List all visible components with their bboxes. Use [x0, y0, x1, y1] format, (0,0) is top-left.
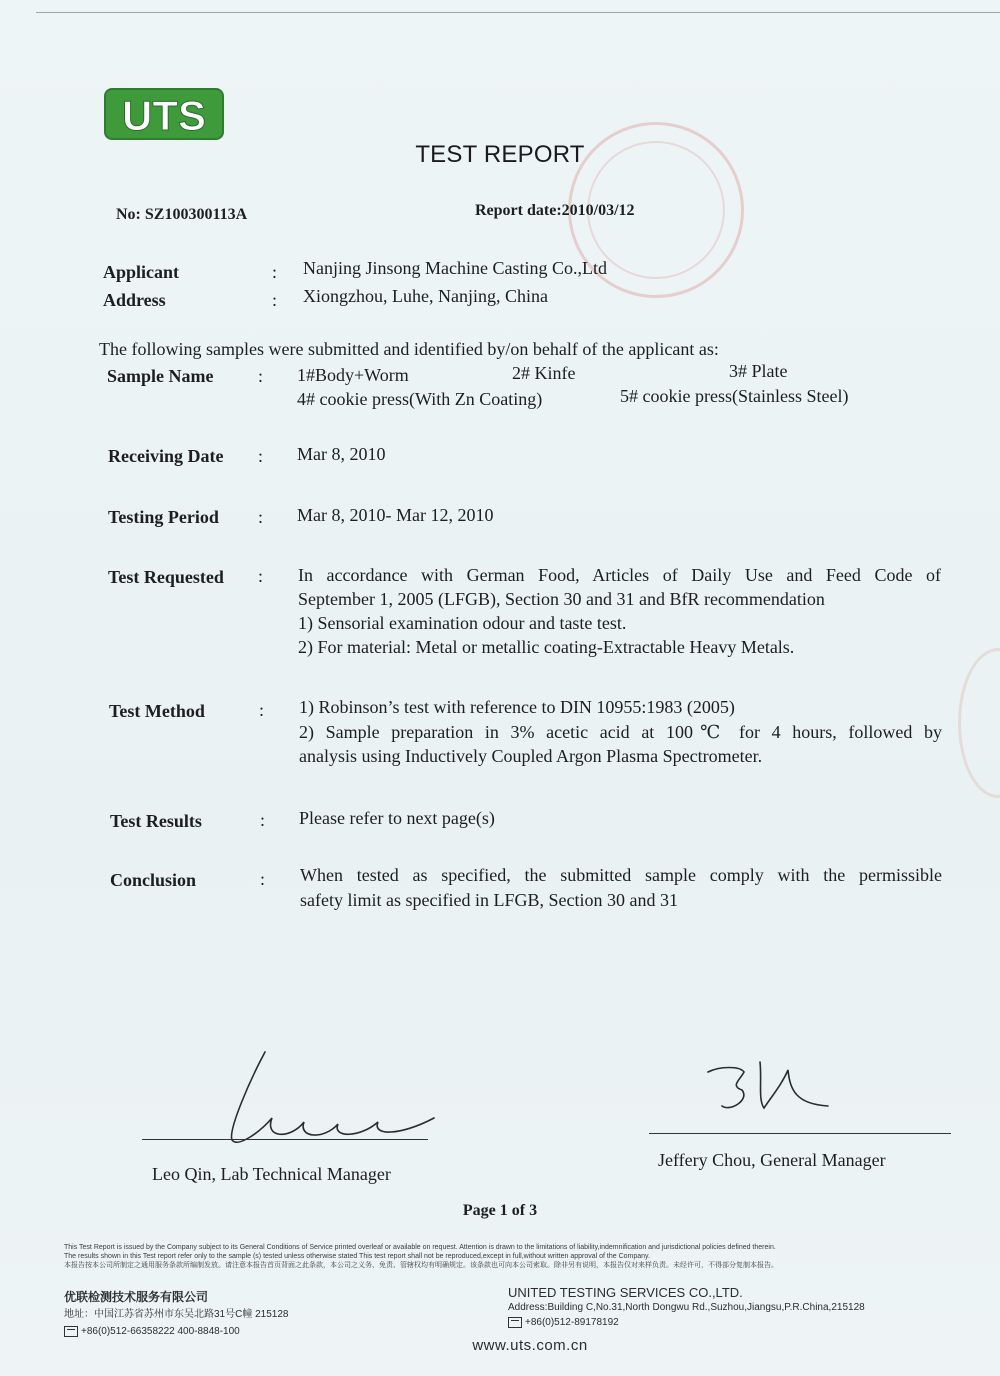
disclaimer — [64, 1243, 984, 1270]
testing-period-value: Mar 8, 2010- Mar 12, 2010 — [297, 505, 494, 525]
uts-logo — [104, 88, 224, 140]
test-requested-colon: : — [258, 566, 264, 586]
sample-item: 1#Body+Worm — [297, 365, 409, 385]
test-method-line: 1) Robinson’s test with reference to DIN 10955:1983 (2005) — [299, 697, 735, 717]
test-requested-line: September 1, 2005 (LFGB), Section 30 and 31 and BfR recommendation — [298, 589, 825, 609]
phone-text: +86(0)512-89178192 — [525, 1317, 619, 1328]
test-requested-label: Test Requested — [108, 567, 224, 587]
disclaimer-line: This Test Report is issued by the Company subject to its General Conditions of Service printed overleaf or available on request. Attention is drawn to the limitations of liability,indemnification and jurisdictional policies defined therein. — [64, 1244, 776, 1251]
page-title: TEST REPORT — [415, 141, 585, 168]
test-requested-line: In accordance with German Food, Articles of Daily Use and Feed Code of — [298, 565, 941, 585]
test-requested-line: 1) Sensorial examination odour and taste test. — [298, 613, 627, 633]
test-method-line: 2) Sample preparation in 3% acetic acid at 100℃ for 4 hours, followed by — [299, 722, 942, 742]
company-phone-en — [508, 1315, 865, 1330]
disclaimer-line: The results shown in this Test report refer only to the sample (s) tested unless otherwise stated This test report shall not be reproduced,except in full,without written approval of the Company. — [64, 1253, 650, 1260]
samples-intro: The following samples were submitted and identified by/on behalf of the applicant as: — [99, 339, 719, 359]
testing-period-colon: : — [258, 507, 264, 527]
address-colon: : — [272, 290, 278, 310]
receiving-date-label: Receiving Date — [108, 446, 224, 466]
sample-item: 2# Kinfe — [512, 363, 576, 383]
applicant-colon: : — [272, 262, 278, 282]
sample-item: 4# cookie press(With Zn Coating) — [297, 389, 543, 409]
sample-item: 3# Plate — [729, 361, 788, 381]
company-address-en: Address:Building C,No.31,North Dongwu Rd.,Suzhou,Jiangsu,P.R.China,215128 — [508, 1302, 865, 1313]
company-name-cn: 优联检测技术服务有限公司 — [64, 1290, 209, 1304]
footer-chinese-contact — [64, 1289, 289, 1340]
signatory-right: Jeffery Chou, General Manager — [658, 1150, 886, 1170]
test-method-colon: : — [259, 700, 265, 720]
signatory-left: Leo Qin, Lab Technical Manager — [152, 1164, 391, 1184]
test-results-label: Test Results — [110, 811, 202, 831]
signature-leo-qin — [220, 1040, 460, 1150]
official-seal-partial — [958, 648, 1000, 798]
company-address-cn: 地址：中国江苏省苏州市东吴北路31号C幢 215128 — [64, 1309, 289, 1320]
phone-icon — [64, 1326, 78, 1337]
receiving-date-value: Mar 8, 2010 — [297, 444, 386, 464]
phone-icon — [508, 1317, 522, 1328]
address-label: Address — [103, 290, 166, 310]
footer-english-contact — [508, 1285, 865, 1330]
test-results-colon: : — [260, 810, 266, 830]
conclusion-line: When tested as specified, the submitted sample comply with the permissible — [300, 865, 942, 885]
disclaimer-line: 本报告按本公司所制定之通用服务条款所编制发放。请注意本报告首页背面之此条款，本公司之义务、免责、管辖权均有明确规定。该条款也可向本公司索取。除非另有说明，本报告仅对来样负责。未经许可，不得部分复制本报告。 — [64, 1262, 778, 1269]
top-rule — [36, 12, 1000, 13]
uts-logo-text: UTS — [122, 92, 206, 138]
address-value: Xiongzhou, Luhe, Nanjing, China — [303, 286, 548, 306]
test-requested-line: 2) For material: Metal or metallic coating-Extractable Heavy Metals. — [298, 637, 795, 657]
report-date: Report date:2010/03/12 — [475, 202, 635, 219]
conclusion-label: Conclusion — [110, 870, 197, 890]
conclusion-colon: : — [260, 869, 266, 889]
website-link[interactable]: www.uts.com.cn — [472, 1337, 588, 1354]
page-number: Page 1 of 3 — [462, 1202, 538, 1219]
conclusion-line: safety limit as specified in LFGB, Section 30 and 31 — [300, 890, 678, 910]
testing-period-label: Testing Period — [108, 507, 219, 527]
sample-name-colon: : — [258, 366, 264, 386]
company-name-en: UNITED TESTING SERVICES CO.,LTD. — [508, 1285, 743, 1300]
signature-line-left — [142, 1139, 428, 1140]
receiving-date-colon: : — [258, 446, 264, 466]
applicant-value: Nanjing Jinsong Machine Casting Co.,Ltd — [303, 258, 607, 278]
phone-text: +86(0)512-66358222 400-8848-100 — [81, 1326, 240, 1337]
sample-item: 5# cookie press(Stainless Steel) — [620, 386, 849, 406]
report-number: No: SZ100300113A — [116, 206, 248, 223]
test-method-label: Test Method — [109, 701, 205, 721]
sample-name-label: Sample Name — [107, 366, 214, 386]
applicant-label: Applicant — [103, 262, 180, 282]
signature-line-right — [649, 1133, 951, 1134]
test-results-value: Please refer to next page(s) — [299, 808, 495, 828]
test-method-line: analysis using Inductively Coupled Argon Plasma Spectrometer. — [299, 746, 763, 766]
signature-jeffery-chou — [700, 1040, 850, 1130]
